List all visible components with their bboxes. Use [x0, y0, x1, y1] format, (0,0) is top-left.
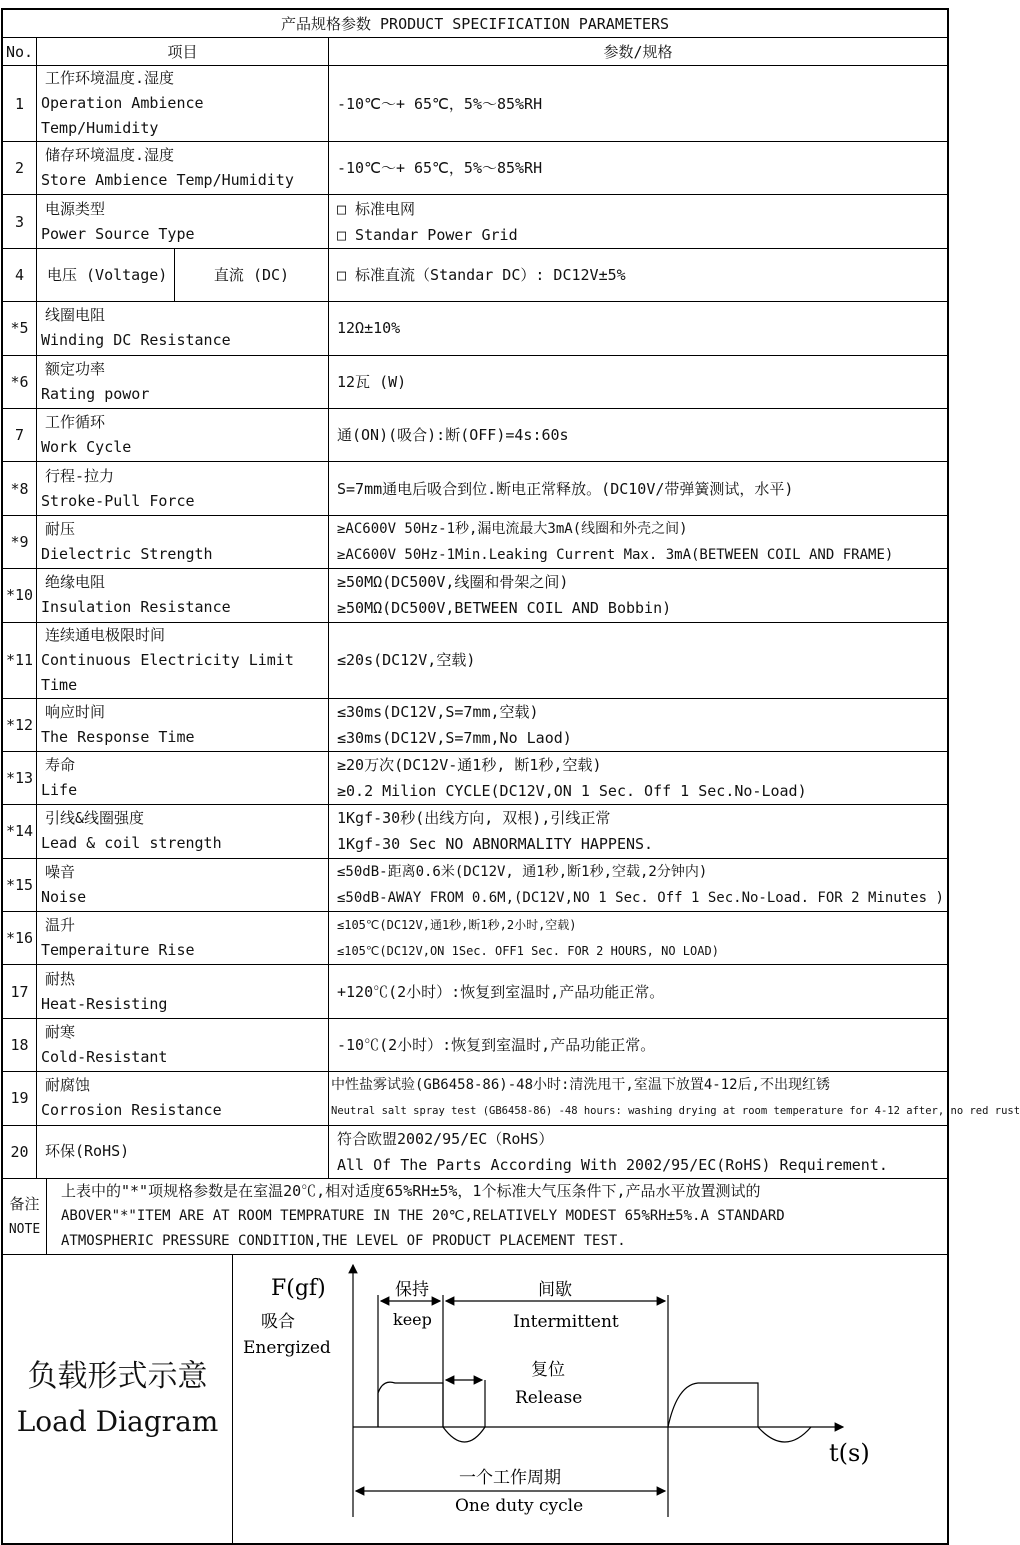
spec-line-2: ≥AC600V 50Hz-1Min.Leaking Current Max. 3mA(BETWEEN COIL AND FRAME): [337, 546, 894, 563]
item-name: [37, 912, 329, 965]
item-name: [37, 66, 329, 142]
spec-value: [329, 462, 948, 515]
item-name: [37, 858, 329, 911]
row-number: 17: [3, 965, 37, 1018]
spec-line-1: ≤50dB-距离0.6米(DC12V, 通1秒,断1秒,空载,2分钟内): [337, 863, 708, 880]
item-name: [37, 515, 329, 568]
diagram-title-en: Load Diagram: [16, 1405, 219, 1439]
item-name: [37, 195, 329, 248]
spec-value: [329, 66, 948, 142]
header-item: 项目: [37, 38, 329, 66]
energized-en-label: Energized: [243, 1338, 331, 1359]
spec-value: [329, 1018, 948, 1071]
spec-line-1: ≤105℃(DC12V,通1秒,断1秒,2小时,空载): [337, 918, 577, 933]
table-row: [3, 195, 948, 248]
note-table: [2, 1178, 948, 1255]
spec-line-1: 12Ω±10%: [337, 319, 401, 338]
item-name: [37, 1018, 329, 1071]
row-number: *11: [3, 622, 37, 698]
item-name-en: Work Cycle: [41, 438, 132, 457]
diagram-title-cell: [3, 1255, 233, 1544]
spec-line-2: ≥50MΩ(DC500V,BETWEEN COIL AND Bobbin): [337, 599, 672, 618]
row-number: *6: [3, 355, 37, 408]
item-name-cn: 储存环境温度.湿度: [45, 146, 175, 165]
spec-line-1: -10℃(2小时）:恢复到室温时,产品功能正常。: [337, 1036, 656, 1055]
item-name: [37, 569, 329, 622]
item-name-cn: 工作环境温度.湿度: [45, 69, 175, 87]
table-row: [3, 622, 948, 698]
table-row: [3, 698, 948, 751]
spec-line-1: +120℃(2小时）:恢复到室温时,产品功能正常。: [337, 982, 665, 1001]
item-name-cn: 绝缘电阻: [45, 573, 106, 592]
spec-line-1: ≤30ms(DC12V,S=7mm,空载): [337, 702, 539, 721]
row-number: *14: [3, 805, 37, 858]
item-name-cn: 行程-拉力: [45, 466, 115, 485]
item-name-cn: 耐热: [45, 969, 76, 988]
item-dc: 直流 (DC): [175, 248, 329, 301]
item-name-cn: 环保(RoHS): [45, 1142, 130, 1161]
energized-cn-label: 吸合: [261, 1312, 295, 1333]
item-name-cn: 寿命: [45, 756, 76, 775]
item-name-cn: 温升: [45, 916, 76, 935]
load-diagram: [233, 1255, 947, 1535]
item-name-cn: 引线&线圈强度: [45, 809, 145, 828]
item-name-en: Dielectric Strength: [41, 544, 213, 563]
item-name-en: Lead & coil strength: [41, 834, 222, 853]
spec-line-2: ≤105℃(DC12V,ON 1Sec. OFF1 Sec. FOR 2 HOURS, NO LOAD): [337, 944, 719, 959]
table-row: [3, 965, 948, 1018]
row-number: *13: [3, 751, 37, 804]
item-name-en: Temperaiture Rise: [41, 941, 195, 960]
item-name-en: Insulation Resistance: [41, 598, 231, 617]
x-axis-label: t(s): [829, 1439, 870, 1468]
spec-value: [329, 408, 948, 461]
row-number: *8: [3, 462, 37, 515]
table-row: [3, 66, 948, 142]
item-name: [37, 965, 329, 1018]
spec-sheet: [1, 8, 1020, 1545]
item-name-cn: 耐腐蚀: [45, 1076, 91, 1095]
spec-value: [329, 355, 948, 408]
spec-value: [329, 912, 948, 965]
row-number: 1: [3, 66, 37, 142]
spec-value: [329, 1072, 1020, 1125]
table-row: [3, 569, 948, 622]
item-name-en: Continuous Electricity Limit Time: [41, 650, 294, 694]
spec-line-1: 符合欧盟2002/95/EC（RoHS）: [337, 1129, 554, 1148]
item-name-en: Power Source Type: [41, 224, 195, 243]
cycle-cn-label: 一个工作周期: [459, 1468, 561, 1489]
release-cn-label: 复位: [531, 1360, 565, 1381]
row-number: 2: [3, 142, 37, 195]
item-name: [37, 698, 329, 751]
spec-line-1: -10℃～+ 65℃，5%～85%RH: [337, 94, 543, 113]
header-no: No.: [3, 38, 37, 66]
table-row: [3, 462, 948, 515]
header-spec: 参数/规格: [329, 38, 948, 66]
row-number: *16: [3, 912, 37, 965]
item-name: [37, 355, 329, 408]
spec-value: [329, 302, 948, 355]
row-number: *10: [3, 569, 37, 622]
row-number: *9: [3, 515, 37, 568]
item-name: [37, 462, 329, 515]
item-name-en: Rating powor: [41, 384, 150, 403]
row-number: 3: [3, 195, 37, 248]
spec-value: [329, 142, 948, 195]
note-label: [3, 1179, 47, 1255]
table-title: 产品规格参数 PRODUCT SPECIFICATION PARAMETERS: [3, 10, 948, 38]
spec-line-2: ≥0.2 Milion CYCLE(DC12V,ON 1 Sec. Off 1 Sec.No-Load): [337, 782, 807, 801]
note-label-cn: 备注: [9, 1194, 40, 1213]
spec-line-2: 1Kgf-30 Sec NO ABNORMALITY HAPPENS.: [337, 835, 654, 854]
spec-value: [329, 248, 948, 301]
table-row: [3, 302, 948, 355]
spec-line-1: □ 标准直流（Standar DC）: DC12V±5%: [337, 265, 626, 284]
spec-line-2: ≤30ms(DC12V,S=7mm,No Laod): [337, 728, 572, 747]
diagram-title-cn: 负载形式示意: [27, 1359, 208, 1395]
item-name: [37, 408, 329, 461]
item-name-en: Operation Ambience Temp/Humidity: [41, 94, 204, 137]
spec-line-2: All Of The Parts According With 2002/95/EC(RoHS) Requirement.: [337, 1155, 888, 1174]
row-number: *5: [3, 302, 37, 355]
cycle-en-label: One duty cycle: [455, 1496, 584, 1517]
spec-line-1: 12瓦 (W): [337, 372, 407, 391]
spec-line-2: ≤50dB-AWAY FROM 0.6M,(DC12V,NO 1 Sec. Off 1 Sec.No-Load. FOR 2 Minutes ): [337, 889, 944, 906]
spec-value: [329, 805, 948, 858]
item-name-cn: 电源类型: [45, 199, 106, 218]
table-row: [3, 1125, 948, 1178]
waveform-release-2: [758, 1427, 811, 1442]
note-line-1: 上表中的"*"项规格参数是在室温20℃,相对适度65%RH±5%，1个标准大气压条件下,产品水平放置测试的: [61, 1182, 761, 1201]
spec-value: [329, 569, 948, 622]
spec-value: [329, 1125, 948, 1178]
spec-value: [329, 751, 948, 804]
spec-value: [329, 965, 948, 1018]
spec-value: [329, 858, 948, 911]
intermittent-en-label: Intermittent: [513, 1312, 619, 1333]
row-number: 18: [3, 1018, 37, 1071]
spec-line-1: ≥50MΩ(DC500V,线圈和骨架之间): [337, 573, 569, 592]
spec-line-2: Neutral salt spray test (GB6458-86) -48 hours: washing drying at room temperature for 4-12 after, no red rust: [331, 1105, 1020, 1118]
table-row: [3, 515, 948, 568]
spec-line-1: 1Kgf-30秒(出线方向, 双根),引线正常: [337, 809, 611, 828]
spec-value: [329, 698, 948, 751]
row-number: 20: [3, 1125, 37, 1178]
release-en-label: Release: [515, 1388, 583, 1409]
spec-value: [329, 622, 948, 698]
note-text: [47, 1179, 948, 1255]
item-name-cn: 工作循环: [45, 413, 106, 432]
note-label-en: NOTE: [8, 1221, 41, 1237]
item-name-cn: 响应时间: [45, 702, 106, 721]
item-name-cn: 线圈电阻: [45, 306, 106, 325]
table-row: [3, 408, 948, 461]
spec-value: [329, 195, 948, 248]
item-name: [37, 1072, 329, 1125]
spec-line-1: □ 标准电网: [337, 199, 416, 218]
diagram-table: [2, 1254, 948, 1544]
waveform-pulse-2: [668, 1383, 758, 1427]
item-name-en: Store Ambience Temp/Humidity: [41, 171, 294, 190]
note-line-2: ABOVER"*"ITEM ARE AT ROOM TEMPRATURE IN THE 20℃,RELATIVELY MODEST 65%RH±5%.A STANDARD: [61, 1208, 785, 1225]
item-name-cn: 连续通电极限时间: [45, 625, 166, 644]
spec-line-2: □ Standar Power Grid: [337, 225, 518, 244]
item-name-cn: 耐压: [45, 519, 76, 538]
note-line-3: ATMOSPHERIC PRESSURE CONDITION,THE LEVEL OF PRODUCT PLACEMENT TEST.: [61, 1233, 626, 1250]
y-axis-label: F(gf): [271, 1276, 326, 1302]
item-name: [37, 302, 329, 355]
table-row: [3, 142, 948, 195]
keep-cn-label: 保持: [395, 1280, 429, 1301]
table-row: [3, 858, 948, 911]
item-name-en: Noise: [41, 887, 87, 906]
item-name-en: Stroke-Pull Force: [41, 491, 195, 510]
spec-line-1: 中性盐雾试验(GB6458-86)-48小时:清洗甩干,室温下放置4-12后,不出现红锈: [331, 1077, 831, 1094]
table-row: [3, 805, 948, 858]
item-name-cn: 耐寒: [45, 1023, 76, 1042]
spec-value: [329, 515, 948, 568]
table-row: [3, 751, 948, 804]
load-diagram-cell: [233, 1255, 948, 1544]
item-name-en: Life: [41, 781, 78, 800]
keep-en-label: keep: [393, 1310, 432, 1330]
row-number: *15: [3, 858, 37, 911]
row-number: 7: [3, 408, 37, 461]
item-name-en: Corrosion Resistance: [41, 1101, 222, 1120]
table-row: [3, 355, 948, 408]
intermittent-cn-label: 间歇: [538, 1280, 572, 1301]
item-name-en: Winding DC Resistance: [41, 331, 231, 350]
spec-line-1: ≤20s(DC12V,空载): [337, 651, 476, 670]
item-name: [37, 622, 329, 698]
row-number: 19: [3, 1072, 37, 1125]
table-row: [3, 912, 948, 965]
item-name: [37, 142, 329, 195]
item-name: [37, 1125, 329, 1178]
spec-line-1: ≥AC600V 50Hz-1秒,漏电流最大3mA(线圈和外壳之间): [337, 520, 688, 537]
item-name-cn: 噪音: [45, 862, 76, 881]
row-number: *12: [3, 698, 37, 751]
table-row: [3, 1072, 948, 1125]
item-name: [37, 751, 329, 804]
item-name: [37, 805, 329, 858]
item-name-en: Heat-Resisting: [41, 994, 168, 1013]
spec-line-1: -10℃～+ 65℃，5%～85%RH: [337, 159, 543, 178]
item-name-cn: 额定功率: [45, 359, 106, 378]
spec-table: [2, 9, 1020, 1179]
spec-line-1: ≥20万次(DC12V-通1秒, 断1秒,空载): [337, 756, 602, 775]
waveform-release-1: [443, 1427, 485, 1442]
waveform-pulse-1: [378, 1382, 443, 1427]
item-voltage: 电压 (Voltage): [37, 248, 175, 301]
item-name-en: The Response Time: [41, 727, 195, 746]
spec-line-1: S=7mm通电后吸合到位.断电正常释放。(DC10V/带弹簧测试，水平): [337, 479, 794, 498]
table-row: [3, 1018, 948, 1071]
item-name-en: Cold-Resistant: [41, 1048, 168, 1067]
table-row: [3, 248, 948, 301]
row-number: 4: [3, 248, 37, 301]
spec-line-1: 通(ON)(吸合):断(OFF)=4s:60s: [337, 426, 569, 445]
